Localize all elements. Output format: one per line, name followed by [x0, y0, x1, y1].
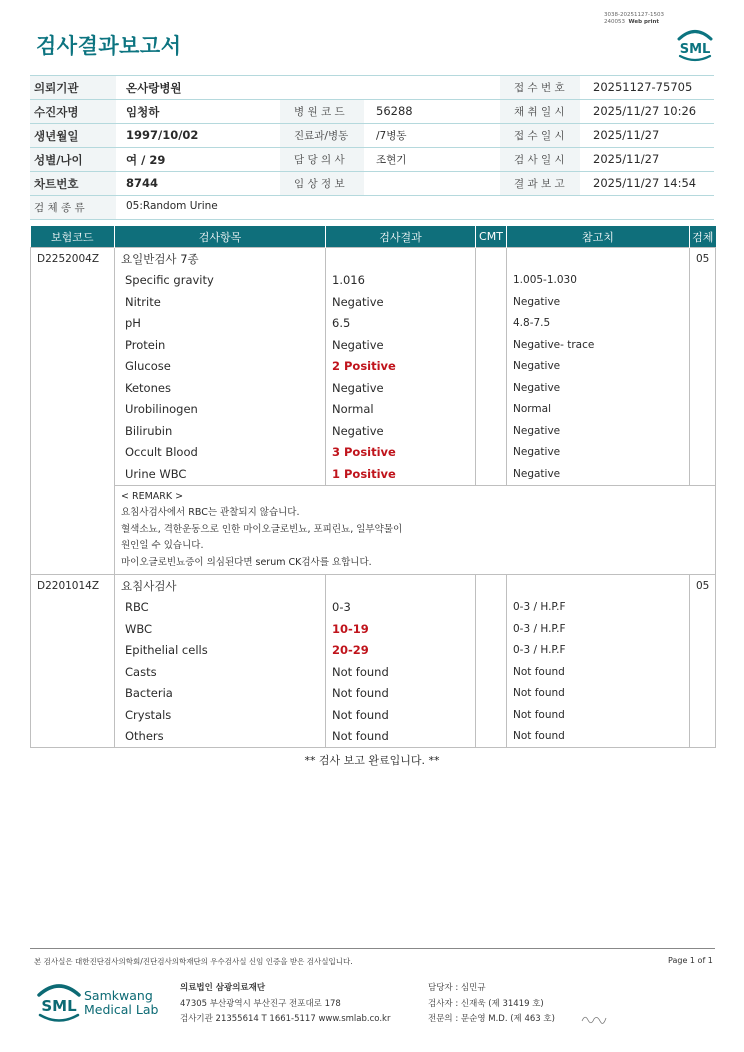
signature-icon [580, 1011, 608, 1030]
reference-range: 1.005-1.030 [507, 270, 690, 292]
info-row [30, 148, 714, 172]
reference-range: 0-3 / H.P.F [507, 618, 690, 640]
reference-range: Not found [507, 683, 690, 705]
report-value: 2025/11/27 14:54 [593, 176, 697, 190]
remark-row [31, 485, 716, 575]
test-item: Bilirubin [115, 420, 326, 442]
specimen-value: 05:Random Urine [126, 200, 218, 212]
document-id-line2: 240053 [604, 19, 625, 25]
dob-label: 생년월일 [34, 129, 79, 143]
col-header-cmt: CMT [476, 226, 507, 248]
specimen-code: 05 [690, 575, 716, 597]
test-result: Negative [326, 377, 476, 399]
clinical-label: 임 상 정 보 [294, 178, 345, 190]
table-row [31, 618, 716, 640]
table-row [31, 640, 716, 662]
document-id-line1: 3038-20251127-1503 [604, 12, 664, 18]
results-table [30, 226, 716, 748]
page-title: 검사결과보고서 [36, 34, 182, 58]
reference-range: Negative [507, 291, 690, 313]
test-result: Not found [326, 661, 476, 683]
reference-range: Not found [507, 661, 690, 683]
reference-range: Negative [507, 463, 690, 485]
table-row [31, 334, 716, 356]
test-item: RBC [115, 597, 326, 619]
footer-divider [30, 948, 715, 949]
doctor-value: 조현기 [376, 154, 407, 166]
insurance-code: D2201014Z [31, 575, 115, 597]
test-item: Ketones [115, 377, 326, 399]
test-item: Nitrite [115, 291, 326, 313]
test-result: 6.5 [326, 313, 476, 335]
specimen-label: 검 체 종 류 [34, 202, 85, 214]
test-date-label: 검 사 일 시 [514, 154, 565, 166]
report-label: 결 과 보 고 [514, 178, 565, 190]
report-complete-note: ** 검사 보고 완료입니다. ** [304, 754, 440, 767]
receipt-no-label: 접 수 번 호 [514, 82, 565, 94]
organization-info [180, 981, 390, 1028]
test-date-value: 2025/11/27 [593, 152, 660, 166]
col-header-ref: 참고치 [507, 226, 690, 248]
col-header-result: 검사결과 [326, 226, 476, 248]
sml-logo-text: SML [679, 42, 711, 57]
table-row [31, 377, 716, 399]
test-item: WBC [115, 618, 326, 640]
test-group-name: 요일반검사 7종 [115, 248, 326, 270]
dob-value: 1997/10/02 [126, 128, 199, 142]
table-row [31, 313, 716, 335]
table-row [31, 356, 716, 378]
table-header-row [31, 226, 716, 248]
insurance-code: D2252004Z [31, 248, 115, 270]
page-number: Page 1 of 1 [668, 956, 713, 965]
sml-footer-logo-text: SML [41, 997, 77, 1015]
web-print-label: Web print [628, 19, 660, 25]
brand-name-line2: Medical Lab [84, 1002, 159, 1017]
test-item: Urobilinogen [115, 399, 326, 421]
info-row [30, 124, 714, 148]
patient-label: 수진자명 [34, 105, 79, 119]
org-address: 47305 부산광역시 부산진구 전포대로 178 [180, 998, 341, 1009]
reference-range: Not found [507, 704, 690, 726]
reference-range: Negative [507, 356, 690, 378]
table-row [31, 726, 716, 748]
staff-info [428, 981, 555, 1028]
test-result: 10-19 [326, 618, 476, 640]
remark-line: 요침사검사에서 RBC는 관찰되지 않습니다. [121, 507, 300, 518]
specimen-code: 05 [690, 248, 716, 270]
table-row [31, 597, 716, 619]
brand-name-line1: Samkwang [84, 988, 153, 1003]
requester-label: 의뢰기관 [34, 81, 79, 95]
test-item: Crystals [115, 704, 326, 726]
table-row [31, 704, 716, 726]
test-item: Protein [115, 334, 326, 356]
hospital-code-label: 병 원 코 드 [294, 106, 345, 118]
dept-value: /7병동 [376, 130, 407, 142]
sml-logo-icon [675, 26, 715, 66]
collect-label: 채 취 일 시 [514, 106, 565, 118]
reference-range: 4.8-7.5 [507, 313, 690, 335]
brand-name [84, 989, 158, 1017]
test-item: Bacteria [115, 683, 326, 705]
requester-value: 온사랑병원 [126, 81, 182, 95]
reference-range: Negative [507, 420, 690, 442]
table-row [31, 683, 716, 705]
test-item: Epithelial cells [115, 640, 326, 662]
group-row [31, 248, 716, 270]
patient-info-block [30, 75, 714, 220]
remark-box [115, 485, 716, 575]
test-item: Others [115, 726, 326, 748]
staff-specialist: 전문의 : 문순영 M.D. (제 463 호) [428, 1014, 555, 1024]
info-row [30, 196, 714, 220]
col-header-code: 보험코드 [31, 226, 115, 248]
table-row [31, 291, 716, 313]
test-result: 2 Positive [326, 356, 476, 378]
certification-note: 본 검사실은 대한진단검사의학회/진단검사의학재단의 우수검사실 신임 인증을 받은 검사실입니다. [34, 957, 353, 966]
test-item: Urine WBC [115, 463, 326, 485]
sex-age-label: 성별/나이 [34, 153, 83, 167]
chart-label: 차트번호 [34, 177, 79, 191]
test-item: Occult Blood [115, 442, 326, 464]
table-row [31, 420, 716, 442]
collect-value: 2025/11/27 10:26 [593, 104, 697, 118]
receipt-date-label: 접 수 일 시 [514, 130, 565, 142]
remark-line: 마이오글로빈뇨증이 의심된다면 serum CK검사를 요합니다. [121, 556, 372, 568]
col-header-spec: 검체 [690, 226, 716, 248]
chart-value: 8744 [126, 176, 159, 190]
test-result: Not found [326, 704, 476, 726]
doctor-label: 담 당 의 사 [294, 154, 345, 166]
reference-range: Not found [507, 726, 690, 748]
org-contact: 검사기관 21355614 T 1661-5117 www.smlab.co.kr [180, 1014, 391, 1024]
test-result: Not found [326, 683, 476, 705]
test-result: 20-29 [326, 640, 476, 662]
table-row [31, 399, 716, 421]
sex-age-value: 여 / 29 [126, 153, 166, 167]
patient-value: 임청하 [126, 105, 160, 119]
remark-line: 원인일 수 있습니다. [121, 540, 204, 551]
receipt-no-value: 20251127-75705 [593, 80, 693, 94]
test-result: Not found [326, 726, 476, 748]
test-group-name: 요침사검사 [115, 575, 326, 597]
table-row [31, 270, 716, 292]
table-row [31, 463, 716, 485]
test-item: Specific gravity [115, 270, 326, 292]
document-id [604, 12, 664, 26]
info-row [30, 172, 714, 196]
reference-range: 0-3 / H.P.F [507, 597, 690, 619]
test-result: Normal [326, 399, 476, 421]
test-item: Casts [115, 661, 326, 683]
table-row [31, 442, 716, 464]
hospital-code-value: 56288 [376, 104, 413, 118]
group-row [31, 575, 716, 597]
reference-range: Negative [507, 377, 690, 399]
test-item: Glucose [115, 356, 326, 378]
reference-range: Normal [507, 399, 690, 421]
reference-range: Negative- trace [507, 334, 690, 356]
info-row [30, 75, 714, 100]
test-result: Negative [326, 291, 476, 313]
test-result: 1.016 [326, 270, 476, 292]
table-row [31, 661, 716, 683]
test-item: pH [115, 313, 326, 335]
dept-label: 진료과/병동 [294, 130, 349, 142]
test-result: Negative [326, 334, 476, 356]
sml-footer-logo-icon [36, 980, 82, 1028]
info-row [30, 100, 714, 124]
test-result: Negative [326, 420, 476, 442]
remark-line: < REMARK > [121, 490, 184, 502]
remark-line: 혈색소뇨, 격한운동으로 인한 마이오글로빈뇨, 포피린뇨, 일부약물이 [121, 523, 403, 535]
reference-range: 0-3 / H.P.F [507, 640, 690, 662]
org-name: 의료법인 삼광의료재단 [180, 983, 266, 993]
col-header-item: 검사항목 [115, 226, 326, 248]
staff-tester: 검사자 : 신재욱 (제 31419 호) [428, 998, 544, 1009]
staff-manager: 담당자 : 심민규 [428, 983, 486, 993]
test-result: 1 Positive [326, 463, 476, 485]
test-result: 0-3 [326, 597, 476, 619]
receipt-date-value: 2025/11/27 [593, 128, 660, 142]
reference-range: Negative [507, 442, 690, 464]
test-result: 3 Positive [326, 442, 476, 464]
